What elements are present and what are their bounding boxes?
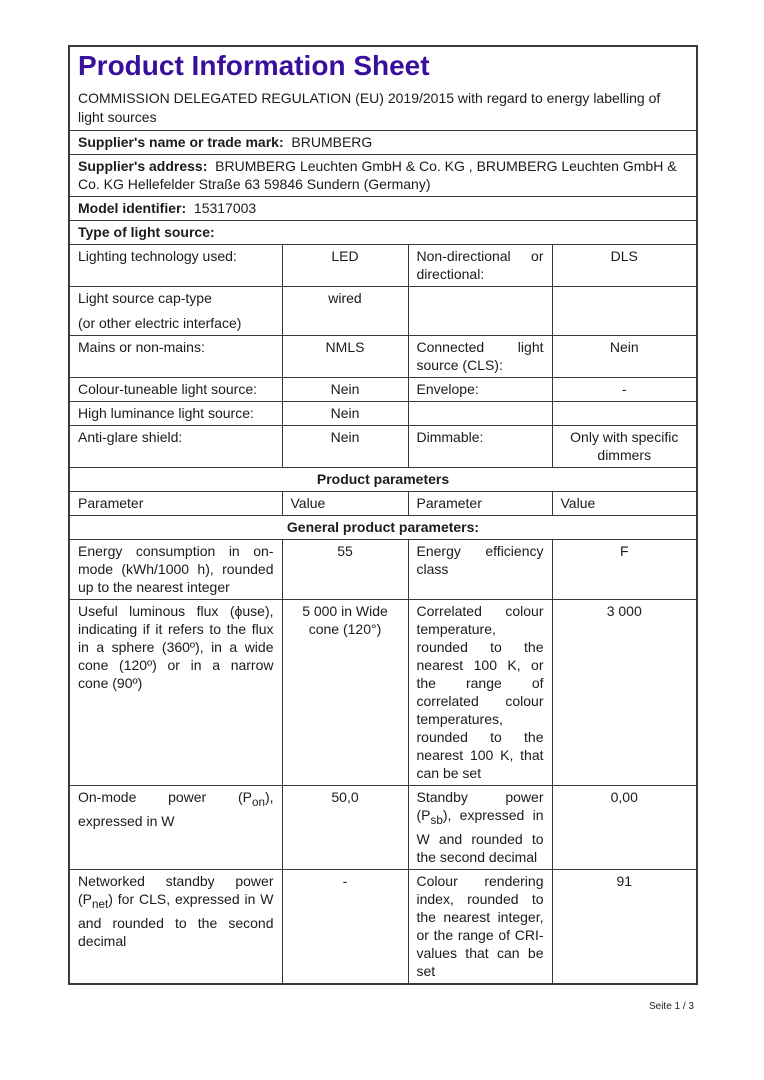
general-product-parameters-header-row bbox=[69, 516, 697, 540]
type-of-light-source-label: Type of light source: bbox=[78, 224, 215, 240]
parameter-cell: Mains or non-mains: bbox=[69, 336, 282, 378]
parameter-cell: Connected light source (CLS): bbox=[408, 336, 552, 378]
row-on-mode-power bbox=[69, 786, 697, 870]
row-cap-type bbox=[69, 287, 697, 336]
parameter-cell: Envelope: bbox=[408, 378, 552, 402]
value-cell: 50,0 bbox=[282, 786, 408, 870]
column-header: Parameter bbox=[69, 492, 282, 516]
parameter-cell: Standby power $(P_{sb})$, expressed in W and rounded to the second decimal bbox=[408, 786, 552, 870]
row-lighting-technology bbox=[69, 245, 697, 287]
model-identifier-label: Model identifier: bbox=[78, 200, 187, 216]
regulation-subtitle: COMMISSION DELEGATED REGULATION (EU) 2019/2015 with regard to energy labelling of light sources bbox=[78, 90, 661, 125]
page-number: Seite 1 / 3 bbox=[648, 1001, 694, 1012]
value-cell: Only with specific dimmers bbox=[552, 426, 697, 468]
value-cell: - bbox=[552, 378, 697, 402]
row-anti-glare bbox=[69, 426, 697, 468]
row-colour-tuneable bbox=[69, 378, 697, 402]
title-row bbox=[69, 46, 697, 131]
supplier-name-value: BRUMBERG bbox=[291, 134, 373, 150]
model-identifier-row bbox=[69, 197, 697, 221]
parameter-cell: Dimmable: bbox=[408, 426, 552, 468]
row-high-luminance bbox=[69, 402, 697, 426]
parameter-cell: Energy consumption in on-mode (kWh/1000 h), rounded up to the nearest integer bbox=[69, 540, 282, 600]
parameter-cell: Useful luminous flux (ϕuse), indicating if it refers to the flux in a sphere (360º), in a wide cone (120º) or in a narrow cone (90º) bbox=[69, 600, 282, 786]
parameter-cell: High luminance light source: bbox=[69, 402, 282, 426]
value-cell bbox=[552, 287, 697, 336]
value-cell: Nein bbox=[282, 426, 408, 468]
value-cell: 5 000 in Wide cone (120°) bbox=[282, 600, 408, 786]
value-cell: 3 000 bbox=[552, 600, 697, 786]
supplier-name-row bbox=[69, 131, 697, 155]
parameter-cell: Energy efficiency class bbox=[408, 540, 552, 600]
supplier-address-value: BRUMBERG Leuchten GmbH & Co. KG , BRUMBERG Leuchten GmbH & Co. KG Hellefelder Straße 63 59846 Sundern (Germany) bbox=[78, 158, 677, 192]
parameter-cell: On-mode power $(P_{on})$, expressed in W bbox=[69, 786, 282, 870]
row-mains bbox=[69, 336, 697, 378]
value-cell: Nein bbox=[552, 336, 697, 378]
model-identifier-value: 15317003 bbox=[193, 200, 257, 216]
supplier-name-label: Supplier's name or trade mark: bbox=[78, 134, 284, 150]
parameter-cell: Colour-tuneable light source: bbox=[69, 378, 282, 402]
value-cell: DLS bbox=[552, 245, 697, 287]
value-cell: NMLS bbox=[282, 336, 408, 378]
supplier-address-row bbox=[69, 155, 697, 197]
value-cell: - bbox=[282, 869, 408, 984]
value-cell: wired bbox=[282, 287, 408, 336]
parameter-cell: Anti-glare shield: bbox=[69, 426, 282, 468]
supplier-address-label: Supplier's address: bbox=[78, 158, 208, 174]
column-header: Value bbox=[282, 492, 408, 516]
type-of-light-source-row bbox=[69, 221, 697, 245]
product-parameters-title: Product parameters bbox=[69, 468, 697, 492]
parameter-value-header-row bbox=[69, 492, 697, 516]
row-energy-consumption bbox=[69, 540, 697, 600]
column-header: Value bbox=[552, 492, 697, 516]
parameter-cell bbox=[69, 287, 282, 336]
product-information-table bbox=[68, 45, 698, 985]
row-networked-standby bbox=[69, 869, 697, 984]
parameter-cell bbox=[408, 287, 552, 336]
parameter-cell: Correlated colour temperature, rounded to the nearest 100 K, or the range of correlated colour temperatures, rounded to the nearest 100 K, that can be set bbox=[408, 600, 552, 786]
parameter-cell: Colour rendering index, rounded to the nearest integer, or the range of CRI-values that can be set bbox=[408, 869, 552, 984]
value-cell: Nein bbox=[282, 402, 408, 426]
value-cell: 91 bbox=[552, 869, 697, 984]
parameter-cell: Networked standby power $(P_{net})$ for CLS, expressed in W and rounded to the second decimal bbox=[69, 869, 282, 984]
value-cell: LED bbox=[282, 245, 408, 287]
page-title: Product Information Sheet bbox=[78, 50, 430, 81]
column-header: Parameter bbox=[408, 492, 552, 516]
cap-type-line1: Light source cap-type bbox=[78, 290, 212, 306]
parameter-cell bbox=[408, 402, 552, 426]
value-cell: F bbox=[552, 540, 697, 600]
row-luminous-flux bbox=[69, 600, 697, 786]
parameter-cell: Non-directional or directional: bbox=[408, 245, 552, 287]
value-cell: 55 bbox=[282, 540, 408, 600]
parameter-cell: Lighting technology used: bbox=[69, 245, 282, 287]
cap-type-line2: (or other electric interface) bbox=[78, 315, 242, 331]
value-cell bbox=[552, 402, 697, 426]
value-cell: 0,00 bbox=[552, 786, 697, 870]
product-parameters-header-row bbox=[69, 468, 697, 492]
value-cell: Nein bbox=[282, 378, 408, 402]
general-product-parameters-title: General product parameters: bbox=[69, 516, 697, 540]
